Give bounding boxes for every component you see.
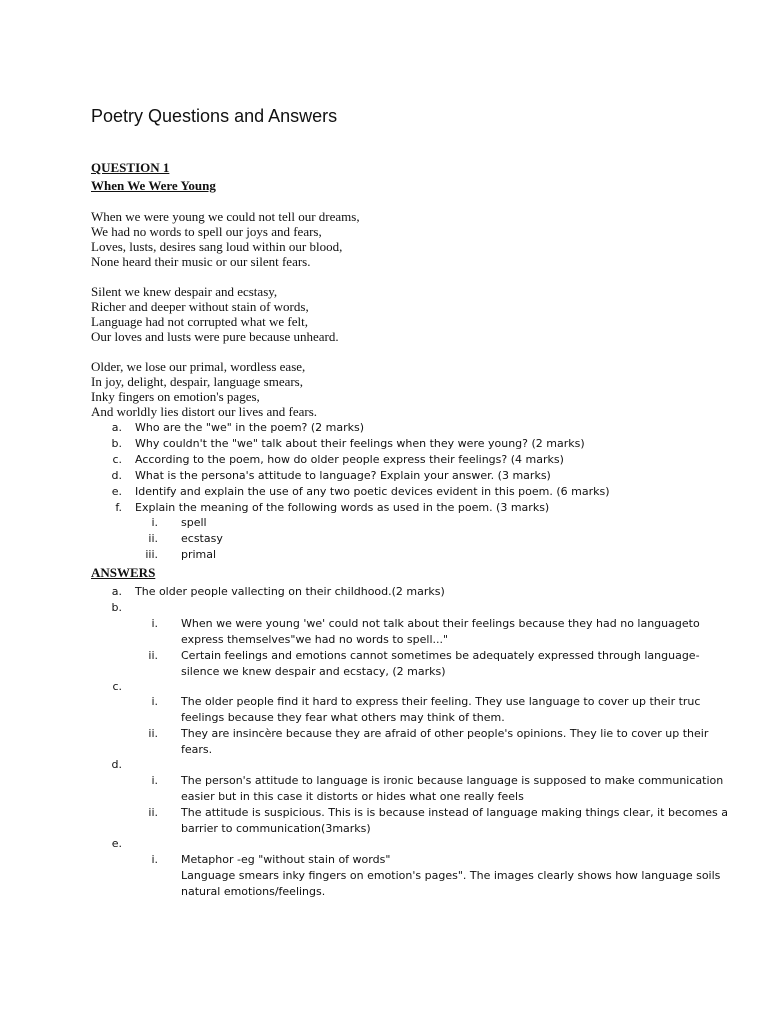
list-marker: a.: [111, 421, 122, 434]
answer-line: easier but in this case it distorts or hides what one really feels: [181, 790, 524, 803]
list-marker: e.: [111, 485, 122, 498]
list-marker: b.: [111, 437, 122, 450]
list-marker: i.: [151, 617, 158, 630]
question-item: Who are the "we" in the poem? (2 marks): [135, 421, 365, 434]
list-marker: ii.: [148, 649, 158, 662]
list-marker: ii.: [148, 806, 158, 819]
answer-line: Language smears inky fingers on emotion's pages". The images clearly shows how language soils: [181, 869, 721, 882]
answer-line: Certain feelings and emotions cannot sometimes be adequately expressed through language-: [181, 649, 700, 662]
list-marker: i.: [151, 774, 158, 787]
answer-line: express themselves"we had no words to spell...": [181, 633, 449, 646]
word-item: primal: [181, 548, 217, 561]
answer-line: feelings because they fear what others may think of them.: [181, 711, 505, 724]
answers-heading: ANSWERS: [91, 565, 156, 580]
answer-line: silence we knew despair and ecstacy, (2 marks): [181, 665, 446, 678]
poem-line: And worldly lies distort our lives and fears.: [91, 404, 318, 419]
poem-line: Our loves and lusts were pure because unheard.: [91, 329, 339, 344]
question-item: Explain the meaning of the following words as used in the poem. (3 marks): [135, 501, 550, 514]
answer-line: They are insincère because they are afraid of other people's opinions. They lie to cover up their: [181, 727, 709, 740]
poem-line: Older, we lose our primal, wordless ease,: [91, 359, 306, 374]
question-item: What is the persona's attitude to language? Explain your answer. (3 marks): [135, 469, 551, 482]
list-marker: i.: [151, 853, 158, 866]
word-item: spell: [181, 516, 207, 529]
poem-line: Richer and deeper without stain of words,: [91, 299, 309, 314]
poem-stanza-1: [91, 209, 360, 269]
list-marker: c.: [112, 453, 122, 466]
answer-line: barrier to communication(3marks): [181, 822, 371, 835]
answer-line: The person's attitude to language is ironic because language is supposed to make communication: [181, 774, 724, 787]
poem-stanza-2: [91, 284, 339, 344]
poem-line: None heard their music or our silent fears.: [91, 254, 311, 269]
answer-line: natural emotions/feelings.: [181, 885, 326, 898]
list-marker: f.: [115, 501, 122, 514]
list-marker: d.: [111, 469, 122, 482]
poem-line: In joy, delight, despair, language smears,: [91, 374, 303, 389]
poem-line: Inky fingers on emotion's pages,: [91, 389, 260, 404]
answer-item: The older people vallecting on their childhood.(2 marks): [135, 585, 445, 598]
poem-line: We had no words to spell our joys and fears,: [91, 224, 322, 239]
poem-line: Silent we knew despair and ecstasy,: [91, 284, 278, 299]
list-marker: a.: [111, 585, 122, 598]
document-title: Poetry Questions and Answers: [91, 106, 338, 126]
poem-line: When we were young we could not tell our dreams,: [91, 209, 360, 224]
list-marker: iii.: [145, 548, 158, 561]
poem-stanza-3: [91, 359, 317, 419]
list-marker: ii.: [148, 532, 158, 545]
answer-line: When we were young 'we' could not talk about their feelings because they had no languageto: [181, 617, 700, 630]
question-item: Identify and explain the use of any two poetic devices evident in this poem. (6 marks): [135, 485, 610, 498]
list-marker: e.: [111, 837, 122, 850]
list-marker: d.: [111, 758, 122, 771]
poem-line: Loves, lusts, desires sang loud within our blood,: [91, 239, 343, 254]
poem-title: When We Were Young: [91, 178, 216, 193]
list-marker: b.: [111, 601, 122, 614]
question-heading: QUESTION 1: [91, 160, 170, 175]
answer-line: fears.: [181, 743, 213, 756]
list-marker: i.: [151, 695, 158, 708]
word-item: ecstasy: [181, 532, 223, 545]
answer-line: The attitude is suspicious. This is is because instead of language making things clear, it becomes a: [181, 806, 728, 819]
list-marker: ii.: [148, 727, 158, 740]
poem-line: Language had not corrupted what we felt,: [91, 314, 308, 329]
answer-line: Metaphor -eg "without stain of words": [181, 853, 391, 866]
question-item: Why couldn't the "we" talk about their feelings when they were young? (2 marks): [135, 437, 585, 450]
answer-line: The older people find it hard to express their feeling. They use language to cover up their truc: [181, 695, 701, 708]
list-marker: c.: [112, 680, 122, 693]
question-item: According to the poem, how do older people express their feelings? (4 marks): [135, 453, 564, 466]
list-marker: i.: [151, 516, 158, 529]
